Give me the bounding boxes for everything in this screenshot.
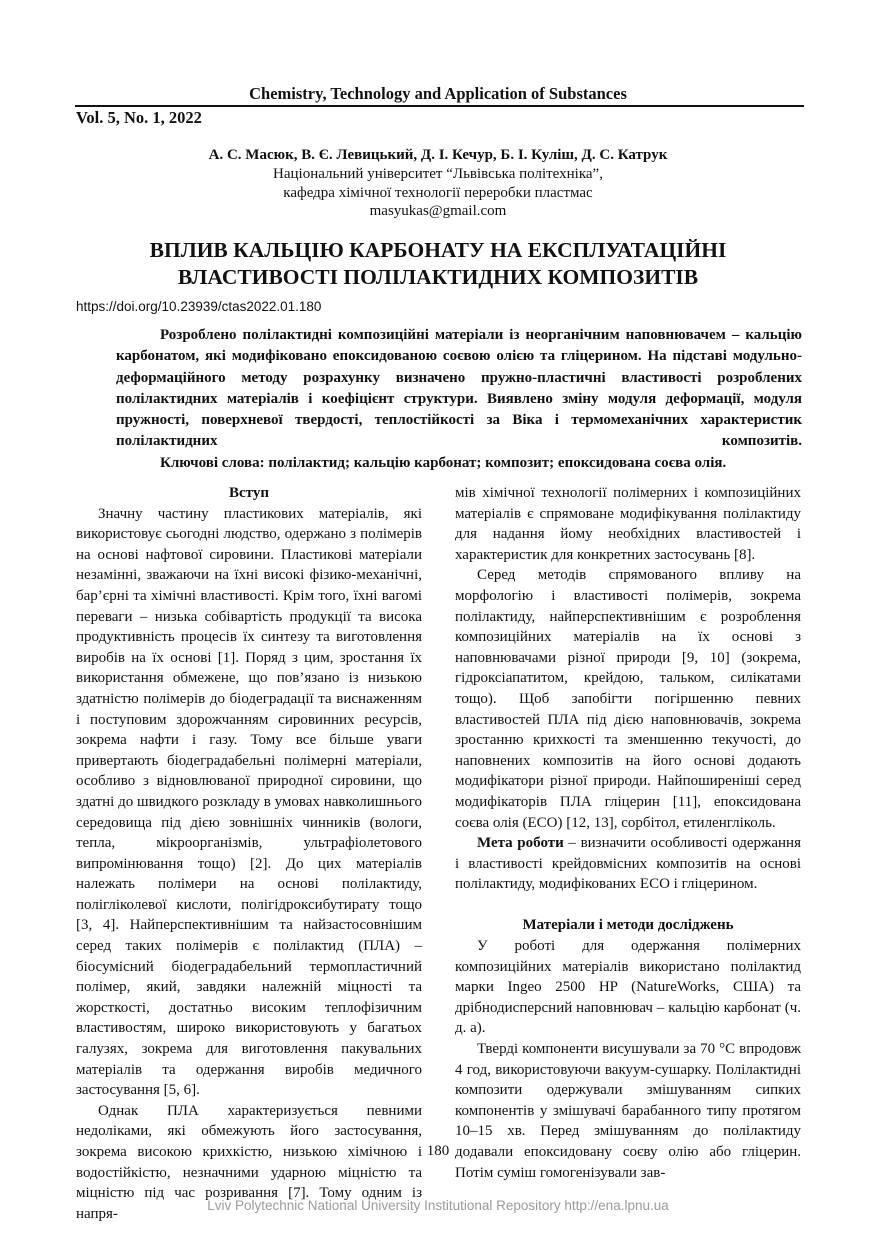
- affiliation-university: Національний університет “Львівська політехніка”,: [273, 166, 603, 182]
- keywords: Ключові слова: полілактид; кальцію карбонат; композит; епоксидована соєва олія.: [160, 454, 727, 471]
- affiliation-department: кафедра хімічної технології переробки пластмас: [283, 185, 593, 201]
- article-title-line: ВПЛИВ КАЛЬЦІЮ КАРБОНАТУ НА ЕКСПЛУАТАЦІЙНІ: [149, 238, 727, 262]
- journal-title: Chemistry, Technology and Application of Substances: [249, 84, 627, 103]
- left-column: [76, 483, 422, 1224]
- spacer: [455, 895, 801, 916]
- paragraph: У роботі для одержання полімерних композиційних матеріалів використано полілактид марки Ingeo 2500 HP (NatureWorks, США) та дрібнодисперсний наповнювач – кальцію карбонат (ч. д. а).: [455, 938, 801, 1037]
- aim-label: Мета роботи: [477, 835, 564, 852]
- article-title-line: ВЛАСТИВОСТІ ПОЛІЛАКТИДНИХ КОМПОЗИТІВ: [177, 265, 699, 289]
- volume-issue: Vol. 5, No. 1, 2022: [76, 108, 202, 127]
- paragraph: Однак ПЛА характеризується певними недоліками, які обмежують його застосування, зокрема високою крихкістю, низькою хімічною і водостійкістю, незначними ударною міцністю та міцністю під час розривання [7]. Тому одним із напря-: [76, 1102, 422, 1222]
- section-heading-methods: Матеріали і методи досліджень: [522, 917, 734, 934]
- article-title: [0, 237, 876, 291]
- abstract-text: Розроблено полілактидні композиційні матеріали із неорганічним наповнювачем – кальцію карбонатом, які модифіковано епоксидованою соєвою олією та гліцерином. На підставі модульно-деформаційного методу розрахунку визначено пружно-пластичні властивості розроблених полілактидних матеріалів і коефіцієнт структури. Виявлено зміну модуля деформації, модуля пружності, поверхневої твердості, теплостійкості за Віка і термомеханічних характеристик полілактидних композитів.: [116, 327, 802, 450]
- paragraph: мів хімічної технології полімерних і композиційних матеріалів є спрямоване модифікування полілактиду для надання йому необхідних властивостей і характеристик для конкретних застосувань [8].: [455, 485, 801, 563]
- repository-footer[interactable]: Lviv Polytechnic National University Institutional Repository http://ena.lpnu.ua: [207, 1198, 669, 1213]
- paragraph: Серед методів спрямованого впливу на морфологію і властивості полімерів, зокрема полілактиду, найперспективнішим є розроблення композиційних матеріалів на їх основі з наповнювачами різної природи [9, 10] (зокрема, гідроксіапатитом, крейдою, тальком, силікатами тощо). Щоб запобігти погіршенню певних властивостей ПЛА під дією наповнювачів, зокрема зростанню крихкості та зменшенню текучості, до наповнених композитів на його основі додають модифікатори різної природи. Найпоширеніші серед модифікаторів ПЛА гліцерин [11], епоксидована соєва олія (ЕСО) [12, 13], сорбітол, етиленгліколь.: [455, 567, 801, 831]
- header-rule: [75, 105, 804, 107]
- paragraph: Значну частину пластикових матеріалів, які використовує сьогодні людство, одержано з полімерів на основі нафтової сировини. Пластикові матеріали незамінні, зважаючи на їхні високі фізико-механічні, бар’єрні та хімічні властивості. Крім того, їхні вагомі переваги – низька собівартість продукції та висока продуктивність процесів їх синтезу та виготовлення виробів на їх основі [1]. Поряд з цим, зростання їх використання обмежене, що пов’язано із низькою здатністю полімерів до біодеградації та виснаженням і поступовим здорожчанням сировинних ресурсів, зокрема нафти і газу. Тому все більше уваги привертають біодеградабельні полімерні матеріали, особливо з відновлюваної природної сировини, що здатні до швидкого розкладу в умовах навколишнього середовища під дією зовнішніх чинників (вологи, тепла, мікроорганізмів, ультрафіолетового випромінювання тощо) [2]. До цих матеріалів належать полімери на основі полілактиду, полігліколевої кислоти, полігідроксибутирату тощо [3, 4]. Найперспективнішим та найзастосовнішим серед таких полімерів є полілактид (ПЛА) – біосумісний біодеградабельний термопластичний полімер, який, завдяки належній міцності та жорсткості, достатньо високим теплофізичним властивостям, широко використовують у багатьох галузях, зокрема для виготовлення пакувальних матеріалів та одержання виробів медичного застосування [5, 6].: [76, 505, 422, 1099]
- aim-text: – визначити особливості одержання і властивості крейдовмісних композитів на основі полілактиду, модифікованих ЕСО і гліцерином.: [455, 835, 801, 893]
- authors: А. С. Масюк, В. Є. Левицький, Д. І. Кечур, Б. І. Куліш, Д. С. Катрук: [208, 147, 668, 163]
- abstract: [116, 325, 802, 474]
- aim-paragraph: [455, 833, 801, 895]
- page-number: 180: [426, 1143, 450, 1159]
- paragraph: Тверді компоненти висушували за 70 °С впродовж 4 год, використовуючи вакуум-сушарку. Полілактидні композити одержували змішуванням сипких компонентів у змішувачі барабанного типу протягом 10–15 хв. Перед змішуванням до полілактиду додавали епоксидовану соєву олію або гліцерин. Потім суміш гомогенізували зав-: [455, 1041, 801, 1181]
- section-heading-introduction: Вступ: [229, 485, 269, 501]
- doi-link[interactable]: https://doi.org/10.23939/ctas2022.01.180: [76, 299, 322, 314]
- author-email[interactable]: masyukas@gmail.com: [369, 203, 507, 219]
- right-column: [455, 483, 801, 1183]
